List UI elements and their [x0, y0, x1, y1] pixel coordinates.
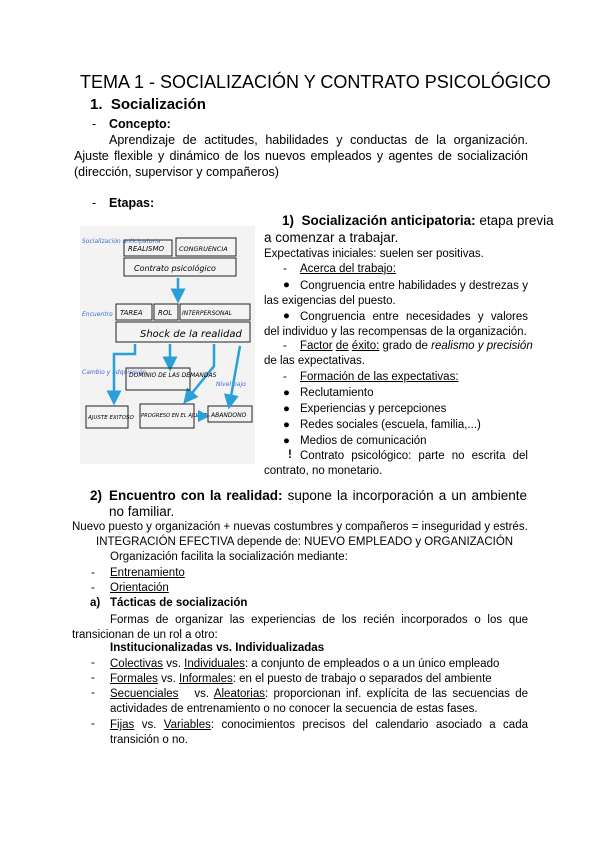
- concepto-label: Concepto:: [109, 117, 171, 131]
- diagram-label-anticipatoria: Socialización anticipatoria: [82, 238, 161, 245]
- tactic-b: Variables: [163, 719, 211, 731]
- stage1-heading-line: [282, 213, 554, 228]
- section-heading: [90, 96, 206, 113]
- tactic-desc: : en el puesto de trabajo o separados del ambiente: [232, 673, 492, 685]
- list-dash: -: [283, 340, 287, 352]
- factor-line2: de las expectativas.: [264, 355, 366, 367]
- list-dash: -: [91, 582, 95, 594]
- shock-text: Shock de la realidad: [140, 329, 242, 340]
- tactic-desc: : proporcionan inf. explícita de las secuencias de actividades de entrenamiento o no conocer la secuencia de estas fases.: [110, 688, 528, 715]
- list-dash: -: [92, 117, 97, 131]
- tacticas-heading: Tácticas de socialización: [110, 597, 248, 609]
- vs-text: vs.: [166, 658, 181, 670]
- arrow-to-abandono: [230, 346, 240, 402]
- tactic-b: Individuales: [184, 658, 245, 670]
- tactic-b: Aleatorias: [213, 688, 265, 700]
- stage2-body: supone la incorporación a un ambiente no familiar.: [109, 488, 527, 519]
- exito-word: éxito:: [351, 340, 380, 352]
- stage2-heading: Encuentro con la realidad:: [109, 488, 283, 503]
- diagram-label-nivel: Nivel bajo: [216, 381, 246, 388]
- acerca-bullet: Congruencia entre necesidades y valores del individuo y las recompensas de la organización.: [264, 311, 528, 338]
- facilita-item: Entrenamiento: [110, 567, 185, 579]
- arrow-to-progreso: [188, 344, 214, 398]
- stage1-heading: Socialización anticipatoria:: [301, 213, 476, 228]
- facilita-item: Orientación: [110, 582, 169, 594]
- list-dash: -: [91, 567, 95, 579]
- factor-text: grado de: [382, 340, 428, 352]
- tactic-a: Formales: [110, 673, 158, 685]
- tactic-pair: [110, 718, 528, 748]
- integracion-text: INTEGRACIÓN EFECTIVA depende de: NUEVO EMPLEADO y ORGANIZACIÓN: [96, 536, 514, 548]
- box-ajuste-text: AJUSTE EXITOSO: [88, 415, 134, 421]
- box-realismo-text: REALISMO: [128, 245, 165, 253]
- vs-text: vs.: [141, 719, 157, 731]
- acerca-label: Acerca del trabajo:: [300, 263, 396, 275]
- box-rol-text: ROL: [158, 309, 173, 317]
- list-dash: -: [91, 687, 95, 699]
- section-title: Socialización: [110, 96, 206, 113]
- stage2-number: 2): [90, 488, 103, 503]
- diagram-label-cambio: Cambio y adquisición: [82, 369, 147, 376]
- box-interpersonal-text: INTERPERSONAL: [182, 310, 232, 317]
- box-congruencia-text: CONGRUENCIA: [179, 245, 228, 253]
- formacion-item: Redes sociales (escuela, familia,...): [300, 419, 481, 431]
- bullet-dot: ●: [283, 279, 290, 291]
- stage1-number: 1): [282, 213, 295, 228]
- formacion-label: Formación de las expectativas:: [300, 371, 459, 383]
- factor-line: [300, 340, 533, 352]
- tactic-desc: : a conjunto de empleados o a un único empleado: [244, 658, 500, 670]
- tactic-pair: [110, 672, 528, 687]
- box-progreso-text: PROGRESO EN EL AJUSTE: [141, 413, 207, 419]
- list-dash: -: [283, 371, 287, 383]
- stage1-text: etapa previa: [479, 213, 554, 228]
- box-tarea-text: TAREA: [120, 309, 143, 317]
- bullet-dot: ●: [283, 403, 290, 415]
- list-dash: -: [283, 263, 287, 275]
- facilita-text: Organización facilita la socialización mediante:: [110, 551, 348, 563]
- box-abandono-text: ABANDONO: [211, 412, 247, 419]
- tactic-b: Informales: [179, 673, 233, 685]
- stage1-text-line2: a comenzar a trabajar.: [264, 230, 399, 245]
- acerca-bullet: Congruencia entre habilidades y destrezas y las exigencias del puesto.: [264, 280, 528, 307]
- list-dash: -: [91, 672, 95, 684]
- tacticas-letter: a): [90, 597, 101, 609]
- tactic-desc: : conocimientos precisos del calendario asociado a cada transición o no.: [110, 719, 528, 746]
- box-dominio-text: DOMINIO DE LAS DEMANDAS: [129, 372, 217, 379]
- vs-text: vs.: [194, 688, 210, 700]
- contrato-text: Contrato psicológico: [134, 264, 216, 273]
- page-title: TEMA 1 - SOCIALIZACIÓN Y CONTRATO PSICOLÓGICO: [80, 72, 551, 92]
- formacion-item: Experiencias y percepciones: [300, 403, 447, 415]
- bullet-dot: ●: [283, 435, 290, 447]
- diagram-svg: [80, 226, 255, 464]
- socialization-diagram: [80, 226, 255, 464]
- tacticas-intro: Formas de organizar las experiencias de los recién incorporados o los que transicionan de un rol a otro:: [72, 614, 528, 641]
- bullet-dot: ●: [283, 310, 290, 322]
- formacion-item: Medios de comunicación: [300, 435, 427, 447]
- tactic-a: Secuenciales: [110, 688, 179, 700]
- tactic-a: Fijas: [110, 719, 135, 731]
- concepto-text: Aprendizaje de actitudes, habilidades y conductas de la organización. Ajuste flexible y dinámico de los nuevos empleados y agentes de socialización (dirección, supervisor y compañeros): [74, 133, 528, 179]
- bullet-dot: ●: [283, 419, 290, 431]
- section-number: 1.: [90, 96, 103, 113]
- expectativas-text: Expectativas iniciales: suelen ser positivas.: [264, 248, 484, 260]
- contrato-mark: !: [288, 449, 292, 461]
- list-dash: -: [91, 657, 95, 669]
- de-word: de: [335, 340, 349, 352]
- tactic-pair: [110, 687, 528, 717]
- tactic-pair: [110, 657, 528, 672]
- diagram-label-encuentro: Encuentro: [82, 311, 113, 318]
- bullet-dot: ●: [283, 387, 290, 399]
- etapas-label: Etapas:: [109, 196, 155, 210]
- equation-text: Nuevo puesto y organización + nuevas costumbres y compañeros = inseguridad y estrés.: [72, 521, 528, 533]
- list-dash: -: [92, 196, 97, 210]
- vs-text: vs.: [161, 673, 176, 685]
- tacticas-subheading: Institucionalizadas vs. Individualizadas: [110, 642, 325, 654]
- formacion-item: Reclutamiento: [300, 387, 374, 399]
- contrato-text: Contrato psicológico: parte no escrita del contrato, no monetario.: [264, 450, 528, 477]
- factor-word: Factor: [300, 340, 333, 352]
- list-dash: -: [91, 718, 95, 730]
- factor-italic: realismo y precisión: [431, 340, 533, 352]
- stage2-text: [109, 488, 527, 520]
- tactic-a: Colectivas: [110, 658, 164, 670]
